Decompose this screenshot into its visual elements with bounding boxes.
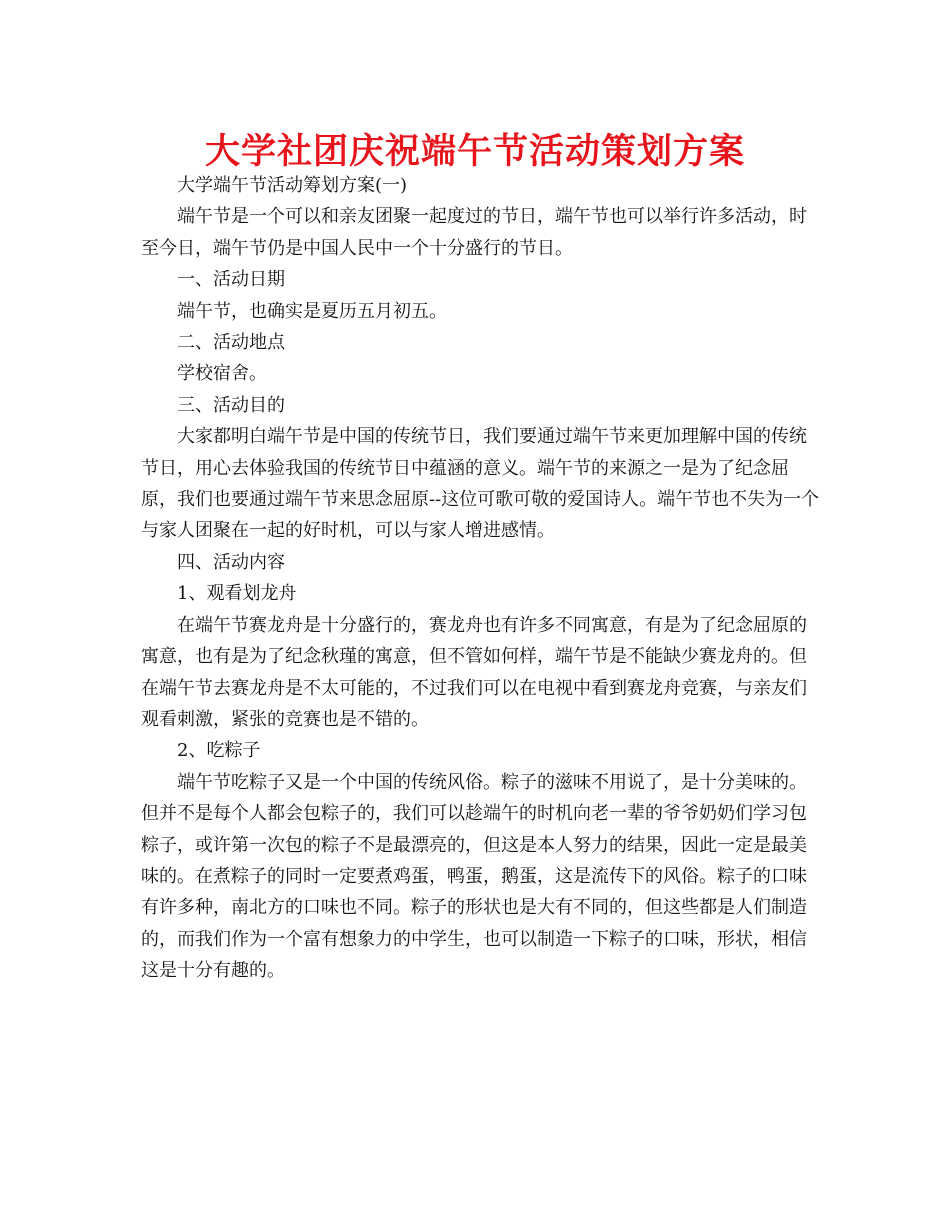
intro-paragraph: 端午节是一个可以和亲友团聚一起度过的节日，端午节也可以举行许多活动，时至今日，端午节仍是中国人民中一个十分盛行的节日。 (141, 206, 807, 259)
date-paragraph: 端午节，也确实是夏历五月初五。 (177, 300, 447, 322)
section-heading-content: 四、活动内容 (177, 551, 285, 573)
location-paragraph: 学校宿舍。 (177, 363, 267, 385)
dragon-boat-paragraph: 在端午节赛龙舟是十分盛行的，赛龙舟也有许多不同寓意，有是为了纪念屈原的寓意，也有是为了纪念秋瑾的寓意，但不管如何样，端午节是不能缺少赛龙舟的。但在端午节去赛龙舟是不太可能的，不过我们可以在电视中看到赛龙舟竞赛，与亲友们观看刺激，紧张的竞赛也是不错的。 (141, 614, 807, 730)
purpose-paragraph: 大家都明白端午节是中国的传统节日，我们要通过端午节来更加理解中国的传统节日，用心去体验我国的传统节日中蕴涵的意义。端午节的来源之一是为了纪念屈原，我们也要通过端午节来思念屈原--这位可歌可敬的爱国诗人。端午节也不失为一个与家人团聚在一起的好时机，可以与家人增进感情。 (141, 426, 820, 542)
subtitle: 大学端午节活动筹划方案(一) (177, 175, 408, 196)
section-heading-purpose: 三、活动目的 (177, 394, 285, 416)
zongzi-paragraph: 端午节吃粽子又是一个中国的传统风俗。粽子的滋味不用说了，是十分美味的。但并不是每个人都会包粽子的，我们可以趁端午的时机向老一辈的爷爷奶奶们学习包粽子，或许第一次包的粽子不是最漂亮的，但这是本人努力的结果，因此一定是最美味的。在煮粽子的同时一定要煮鸡蛋，鸭蛋，鹅蛋，这是流传下的风俗。粽子的口味有许多种，南北方的口味也不同。粽子的形状也是大有不同的，但这些都是人们制造的，而我们作为一个富有想象力的中学生，也可以制造一下粽子的口味，形状，相信这是十分有趣的。 (141, 771, 807, 982)
section-heading-date: 一、活动日期 (177, 269, 285, 291)
subheading-dragon-boat: 1、观看划龙舟 (177, 583, 297, 605)
document-body (141, 170, 821, 987)
subheading-zongzi: 2、吃粽子 (177, 740, 261, 762)
document-title: 大学社团庆祝端午节活动策划方案 (204, 132, 745, 172)
section-heading-location: 二、活动地点 (177, 332, 285, 354)
